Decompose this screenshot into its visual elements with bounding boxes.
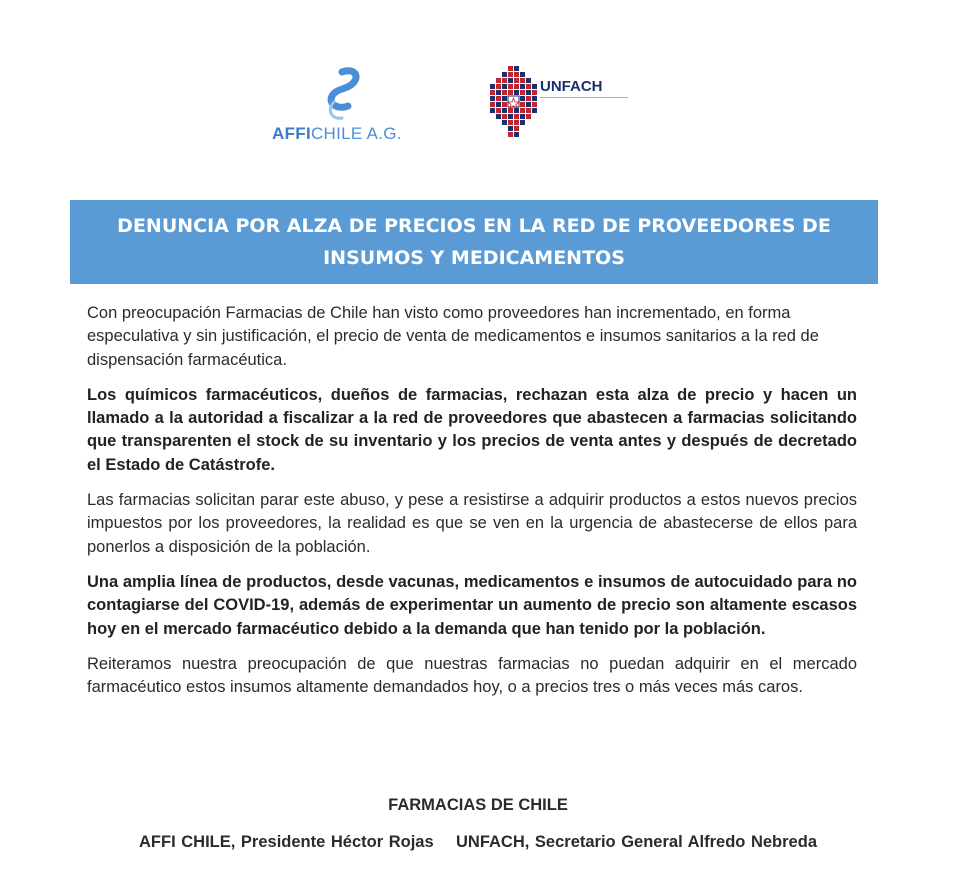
document-body [87,302,857,711]
unfach-logo [488,66,638,146]
paragraph-pharmacies-request: Las farmacias solicitan parar este abuso, y pese a resistirse a adquirir productos a estos nuevos precios impuestos por los proveedores, la realidad es que se ven en la urgencia de abastecerse de ellos para ponerlos a disposición de la población. [87,491,857,556]
signer-unfach: UNFACH, Secretario General Alfredo Nebreda [456,833,817,851]
paragraph-closing: Reiteramos nuestra preocupación de que nuestras farmacias no puedan adquirir en el mercado farmacéutico estos insumos altamente demandados hoy, o a precios tres o más veces más caros. [87,654,857,697]
signature-signers [0,833,956,852]
chile-ag-word: CHILE A.G. [310,124,402,143]
affichile-wordmark [272,124,402,144]
affichile-mark-icon [312,66,372,122]
signature-organization: FARMACIAS DE CHILE [388,796,568,814]
paragraph-pharmacists-demand: Los químicos farmacéuticos, dueños de farmacias, rechazan esta alza de precio y hacen un llamado a la autoridad a fiscalizar a la red de proveedores que abastecen a farmacias solicitando que transparenten el stock de su inventario y los precios de venta antes y después de decretado el Estado de Catástrofe. [87,385,857,474]
affichile-logo [272,66,422,146]
unfach-underline [540,97,628,98]
affi-word: AFFI [272,124,311,143]
unfach-wordmark: UNFACH [540,78,603,95]
logos-header [0,58,956,158]
paragraph-products-scarcity: Una amplia línea de productos, desde vacunas, medicamentos e insumos de autocuidado para no contagiarse del COVID-19, además de experimentar un aumento de precio son altamente escasos hoy en el mercado farmacéutico debido a la demanda que han tenido por la población. [87,572,857,638]
unfach-cross-icon [488,66,544,152]
signer-affi: AFFI CHILE, Presidente Héctor Rojas [139,833,434,851]
title-banner [70,200,878,284]
paragraph-intro: Con preocupación Farmacias de Chile han visto como proveedores han incrementado, en forma especulativa y sin justificación, el precio de venta de medicamentos e insumos sanitarios a la red de dispensación farmacéutica. [87,304,819,369]
page-title: DENUNCIA POR ALZA DE PRECIOS EN LA RED DE PROVEEDORES DE INSUMOS Y MEDICAMENTOS [117,215,831,269]
